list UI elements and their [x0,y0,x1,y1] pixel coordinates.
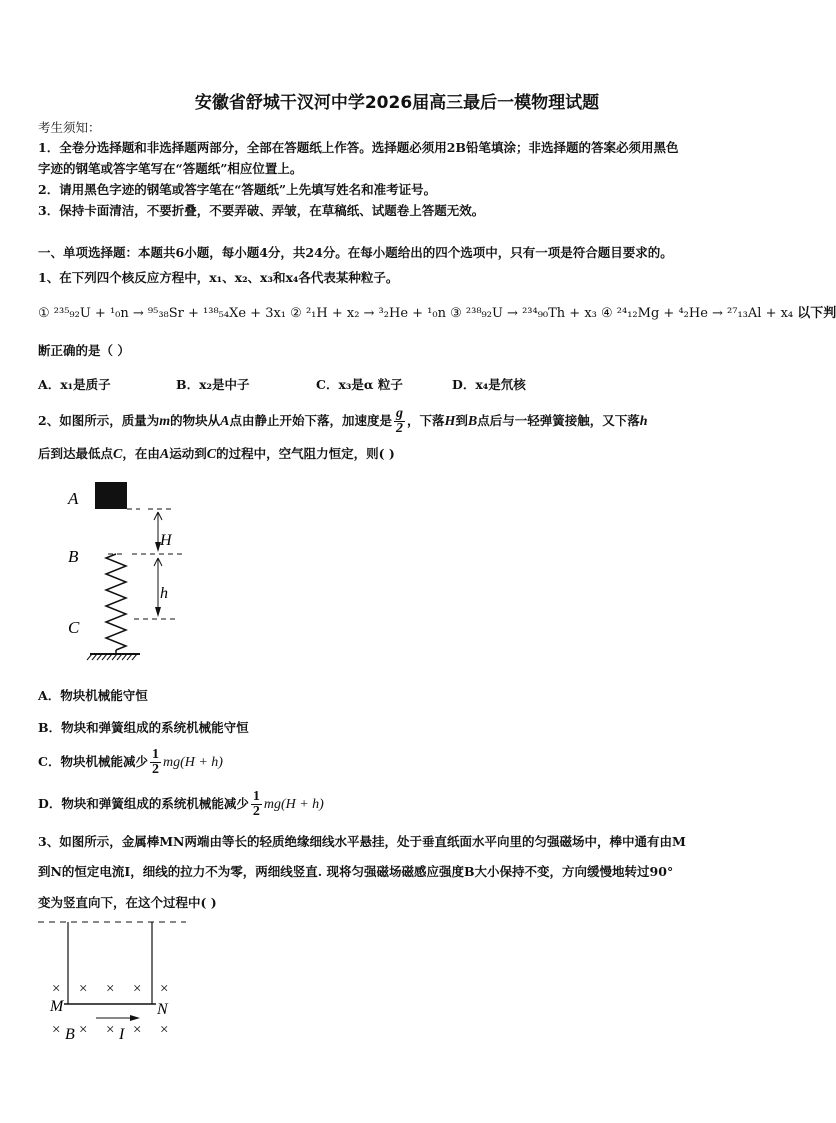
svg-text:×: × [106,1022,115,1038]
q2-stem-line1 [38,407,648,436]
q1-eq1: ① ²³⁵₉₂U + ¹₀n → ⁹⁵₃₈Sr + ¹³⁸₅₄Xe + 3x₁ [38,306,287,321]
spring [106,554,126,650]
q2-var-A: A [220,414,230,429]
q2-text-c: 点由静止开始下落，加速度是 [229,413,392,428]
q2-text-e: 到 [455,413,468,428]
fig-label-C: C [68,618,80,637]
q1-tail: 以下判 [797,306,836,321]
q1-eq3: ③ ²³⁸₉₂U → ²³⁴₉₀Th + x₃ [450,306,597,321]
fig-label-N: N [157,1001,168,1018]
q1-eq2: ② ²₁H + x₂ → ³₂He + ¹₀n [290,306,446,321]
fig-label-H: H [160,532,172,549]
q2-option-c[interactable]: C．物块机械能减少 $\frac{1}{2}$ mg(H + h) [38,747,223,777]
q1-tail2: 断正确的是（ ） [38,343,130,358]
q2-option-a[interactable]: A．物块机械能守恒 [38,688,148,703]
q3-line3: 变为竖直向下，在这个过程中( ) [38,895,217,910]
q2-var-H: H [444,414,456,429]
svg-text:×: × [106,981,115,997]
q1-eq4: ④ ²⁴₁₂Mg + ⁴₂He → ²⁷₁₃Al + x₄ [601,306,794,321]
q1-option-c[interactable]: C．x₃是α 粒子 [316,377,403,392]
svg-text:×: × [160,1022,169,1038]
notice-heading: 考生须知： [38,120,101,135]
svg-text:×: × [79,981,88,997]
notice-item-1: 1．全卷分选择题和非选择题两部分，全部在答题纸上作答。选择题必须用2B铅笔填涂；非选择题的答案必须用黑色 [38,140,679,155]
notice-item-1-cont: 字迹的钢笔或答字笔写在“答题纸”相应位置上。 [38,161,303,176]
q2-text-d: ，下落 [406,413,445,428]
q3-line2: 到N的恒定电流I，细线的拉力不为零，两细线竖直. 现将匀强磁场磁感应强度B大小保持不变，方向缓慢地转过90° [38,864,674,879]
svg-text:×: × [133,981,142,997]
svg-text:×: × [52,1022,61,1038]
fig-label-A: A [68,489,79,508]
block [95,482,127,509]
q2-frac-g2: $\frac{g}{2}$ [395,406,403,436]
q1-option-d[interactable]: D．x₄是氘核 [452,377,526,392]
svg-text:×: × [133,1022,142,1038]
fig-label-h: h [160,585,168,602]
svg-text:×: × [79,1022,88,1038]
q1-option-b[interactable]: B．x₂是中子 [176,377,250,392]
q3-line1: 3、如图所示，金属棒MN两端由等长的轻质绝缘细线水平悬挂，处于垂直纸面水平向里的匀强磁场中，棒中通有由M [38,834,686,849]
fig-label-B: B [68,547,79,566]
q3-magnet-figure [36,918,186,1043]
notice-item-3: 3．保持卡面清洁，不要折叠，不要弄破、弄皱，在草稿纸、试题卷上答题无效。 [38,203,485,218]
q2-spring-figure [60,478,200,663]
fig-label-I: I [119,1026,125,1043]
q2-var-B: B [467,414,478,429]
q1-equations [38,306,836,322]
q1-stem: 1、在下列四个核反应方程中，x₁、x₂、x₃和x₄各代表某种粒子。 [38,270,399,285]
q2-var-h: h [639,414,648,429]
section-heading: 一、单项选择题：本题共6小题，每小题4分，共24分。在每小题给出的四个选项中，只有一项是符合题目要求的。 [38,245,673,260]
notice-item-2: 2．请用黑色字迹的钢笔或答字笔在“答题纸”上先填写姓名和准考证号。 [38,182,437,197]
q2-option-d[interactable]: D．物块和弹簧组成的系统机械能减少 $\frac{1}{2}$ mg(H + h) [38,789,324,819]
svg-text:×: × [52,981,61,997]
q1-option-a[interactable]: A．x₁是质子 [38,377,111,392]
page-title: 安徽省舒城干汊河中学2026届高三最后一模物理试题 [194,93,600,113]
fig-label-M: M [50,998,64,1015]
q2-text-f: 点后与一轻弹簧接触，又下落 [477,413,640,428]
q2-option-b[interactable]: B．物块和弹簧组成的系统机械能守恒 [38,720,249,735]
q2-text-b: 的物块从 [170,413,221,428]
svg-text:×: × [160,981,169,997]
q2-text-a: 2、如图所示，质量为 [38,413,160,428]
q2-stem-line2: 后到达最低点C，在由A运动到C的过程中，空气阻力恒定，则( ) [38,446,395,462]
fig-label-B: B [65,1026,75,1043]
q2-var-m: m [159,414,171,429]
